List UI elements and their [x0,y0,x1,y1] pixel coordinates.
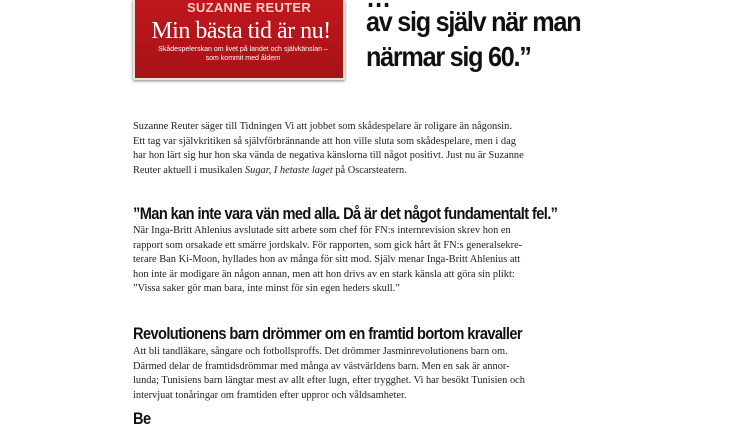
pull-quote-line: närmar sig 60.” [366,41,531,72]
cover-headline: Min bästa tid är nu! [151,18,331,44]
cover-name: SUZANNE REUTER [186,0,312,15]
section-heading-revolution: Revolutionens barn drömmer om en framtid bortom kravaller [133,324,522,343]
pull-quote [366,4,690,74]
text: Reuter aktuell i musikalen [133,164,245,176]
magazine-cover-image [133,0,345,80]
pull-quote-line: av sig själv när man [366,6,581,37]
paragraph-line: Därmed delar de framtidsdrömmar med många av västvärldens barn. Men en sak är annor- [133,360,510,372]
article-paragraph-reuter [133,120,623,178]
article-paragraph-tunisia [133,345,623,403]
musical-title: Sugar, I hetaste laget [244,164,333,176]
paragraph-line: rapport som orsakade ett smärre jordskalv. För rapporten, som gick hårt åt FN:s generalsekre- [133,239,523,251]
paragraph-line: Suzanne Reuter säger till Tidningen Vi att jobbet som skådespelare är roligare än någonsin. [133,121,512,132]
paragraph-line: har hon lärt sig hur hon ska vända de negativa känslorna till något positivt. Just nu är Suzanne [133,150,524,162]
paragraph-line: Att bli tandläkare, sångare och fotbollsproffs. Det drömmer Jasminrevolutionens barn om. [133,346,508,357]
paragraph-line: ”Vissa saker gör man bara, inte minst för sin egen heders skull.” [133,283,400,295]
paragraph-line: hon inte är modigare än någon annan, men att hon drivs av en stark känsla att göra sin plikt: [133,268,515,280]
paragraph-line: intervjuat tonåringar om framtiden efter uppror och våldsamheter. [133,389,407,401]
paragraph-line: När Inga-Britt Ahlenius avslutade sitt arbete som chef för FN:s internrevision skrev hon en [133,225,511,236]
paragraph-line: Ett tag var självkritiken så självförbrännande att hon ville sluta som skådespelare, men i dag [133,135,516,147]
pull-quote-partial-line [366,0,390,15]
article-paragraph-ahlenius [133,224,623,297]
paragraph-line: terare Ban Ki-Moon, hyllades hon av många för sitt mod. Själv menar Inga-Britt Ahlenius att [133,254,521,266]
text: på Oscarsteatern. [332,164,407,176]
paragraph-line: lunda; Tunisiens barn längtar mest av allt efter lugn, efter trygghet. Vi har besökt Tunisien och [133,375,525,387]
section-heading-partial: Be [133,409,151,428]
paragraph-line-last [133,164,623,179]
cover-subtitle: Skådespelerskan om livet på landet och självkänslan – som kommit med åldern [158,46,328,62]
section-heading-ahlenius: ”Man kan inte vara vän med alla. Då är det något fundamentalt fel.” [133,204,558,223]
